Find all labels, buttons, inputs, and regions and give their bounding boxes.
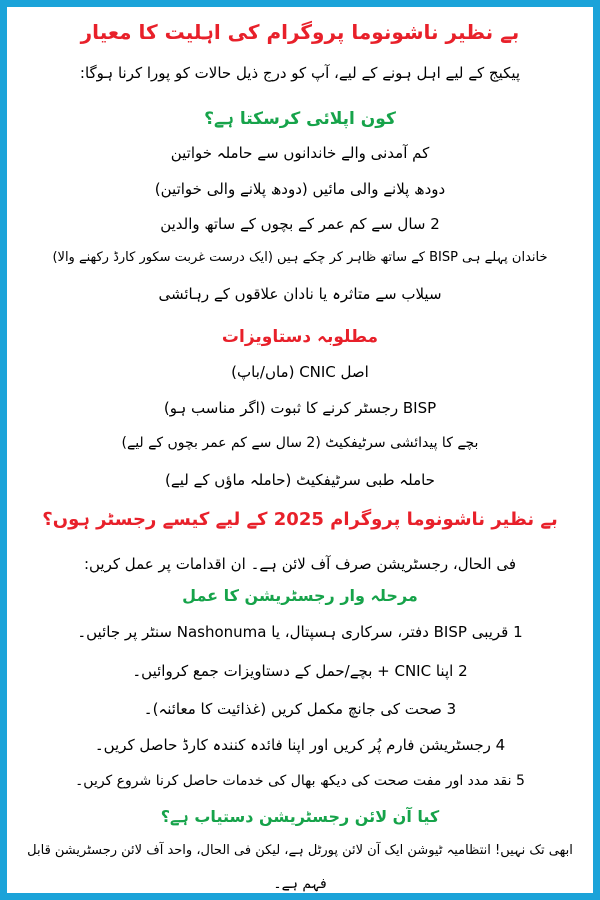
documents-heading: مطلوبہ دستاویزات	[221, 327, 379, 347]
step-item: 4 رجسٹریشن فارم پُر کریں اور اپنا فائدہ کنندہ کارڈ حاصل کریں۔	[94, 736, 506, 754]
step-item: 1 قریبی BISP دفتر، سرکاری ہسپتال، یا Nashonuma سنٹر پر جائیں۔	[77, 623, 523, 641]
step-item: 2 اپنا CNIC + بچے/حمل کے دستاویزات جمع کروائیں۔	[132, 662, 468, 680]
register-intro: فی الحال، رجسٹریشن صرف آف لائن ہے۔ ان اقدامات پر عمل کریں:	[83, 555, 517, 573]
document-item: BISP رجسٹر کرنے کا ثبوت (اگر مناسب ہو)	[163, 399, 437, 417]
page-title: بے نظیر ناشونوما پروگرام کی اہلیت کا معیار	[80, 20, 520, 44]
register-heading: بے نظیر ناشونوما پروگرام 2025 کے لیے کیسے رجسٹر ہوں؟	[42, 509, 558, 530]
eligibility-item: سیلاب سے متاثرہ یا نادان علاقوں کے رہائشی	[158, 285, 442, 303]
document-item: حاملہ طبی سرٹیفکیٹ (حاملہ ماؤں کے لیے)	[165, 471, 435, 489]
online-heading: کیا آن لائن رجسٹریشن دستیاب ہے؟	[160, 807, 440, 826]
document-item: اصل CNIC (ماں/باپ)	[231, 363, 369, 381]
online-answer-line-2: فہم ہے۔	[273, 876, 327, 892]
document-item: بچے کا پیدائشی سرٹیفکیٹ (2 سال سے کم عمر بچوں کے لیے)	[121, 435, 479, 451]
eligibility-item: 2 سال سے کم عمر کے بچوں کے ساتھ والدین	[160, 215, 440, 233]
who-can-apply-heading: کون اپلائی کرسکتا ہے؟	[204, 109, 396, 129]
eligibility-item: کم آمدنی والے خاندانوں سے حاملہ خواتین	[170, 144, 430, 162]
eligibility-item: خاندان پہلے ہی BISP کے ساتھ ظاہر کر چکے ہیں (ایک درست غربت سکور کارڈ رکھنے والا)	[52, 250, 548, 265]
eligibility-item: دودھ پلانے والی مائیں (دودھ پلانے والی خواتین)	[154, 180, 446, 198]
article-content	[14, 14, 586, 892]
intro-text: پیکیج کے لیے اہل ہونے کے لیے، آپ کو درج ذیل حالات کو پورا کرنا ہوگا:	[79, 64, 521, 82]
online-answer-line-1: ابھی تک نہیں! انتظامیہ ٹیوشن ایک آن لائن پورٹل ہے، لیکن فی الحال، واحد آف لائن رجسٹریشن قابل	[27, 843, 573, 858]
step-item: 5 نقد مدد اور مفت صحت کی دیکھ بھال کی خدمات حاصل کرنا شروع کریں۔	[75, 773, 525, 789]
step-item: 3 صحت کی جانچ مکمل کریں (غذائیت کا معائنہ)۔	[143, 700, 457, 718]
steps-heading: مرحلہ وار رجسٹریشن کا عمل	[182, 586, 418, 605]
